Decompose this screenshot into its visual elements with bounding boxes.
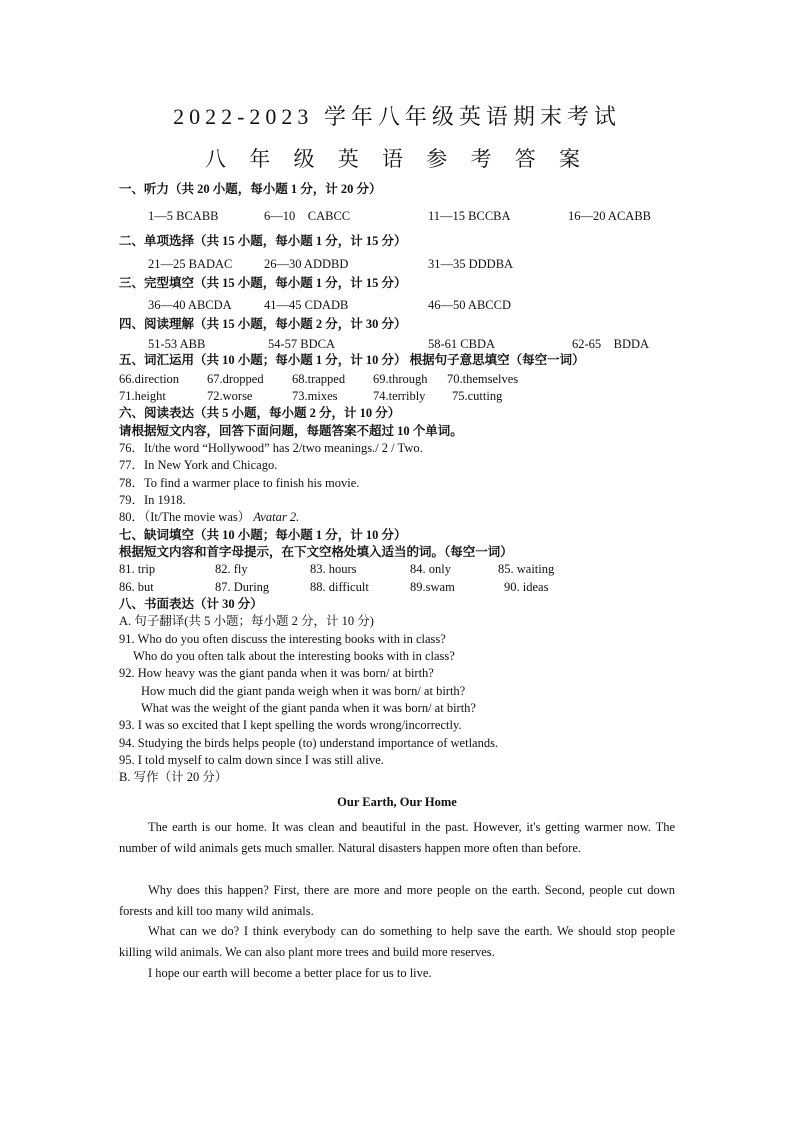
answer-74: 74.terribly [373,389,426,403]
answer-80-title: Avatar 2. [253,510,300,524]
translation-91b: Who do you often talk about the interesting books with in class? [133,649,455,663]
essay-paragraph-3: What can we do? I think everybody can do something to help save the earth. We should stop people killing wild animals. We can also plant more trees and build more reserves. [119,924,675,959]
answer-67: 67.dropped [207,372,264,386]
translation-92a: 92. How heavy was the giant panda when it was born/ at birth? [119,666,434,680]
section-3-heading: 三、完型填空（共 15 小题，每小题 1 分，计 15 分） [119,276,407,290]
answer-62-65: 62-65 BDDA [572,337,650,351]
answer-79: 79．In 1918. [119,493,186,507]
answer-54-57: 54-57 BDCA [268,337,336,351]
answer-46-50: 46—50 ABCCD [428,298,512,312]
section-6-heading: 六、阅读表达（共 5 小题，每小题 2 分，计 10 分） [119,406,401,420]
answer-78: 78．To find a warmer place to finish his movie. [119,476,360,490]
section-1-heading: 一、听力（共 20 小题，每小题 1 分，计 20 分） [119,182,382,196]
section-7-instruction: 根据短文内容和首字母提示，在下文空格处填入适当的词。（每空一词） [119,545,513,559]
answer-81: 81. trip [119,562,156,576]
answer-16-20: 16—20 ACABB [568,209,652,223]
translation-95: 95. I told myself to calm down since I was still alive. [119,753,384,767]
essay-title: Our Earth, Our Home [337,795,457,809]
translation-92c: What was the weight of the giant panda when it was born/ at birth? [141,701,476,715]
part-b-heading: B. 写作（计 20 分） [119,770,228,784]
answer-87: 87. During [215,580,270,594]
answer-70: 70.themselves [447,372,519,386]
translation-94: 94. Studying the birds helps people (to) understand importance of wetlands. [119,736,499,750]
answer-21-25: 21—25 BADAC [148,257,233,271]
answer-80-prefix: 80．（It/The movie was） [119,510,251,524]
section-8-heading: 八、书面表达（计 30 分） [119,597,263,611]
translation-93: 93. I was so excited that I kept spelling the words wrong/incorrectly. [119,718,462,732]
answer-36-40: 36—40 ABCDA [148,298,232,312]
essay-paragraph-2: Why does this happen? First, there are more and more people on the earth. Second, people cut down forests and kill too many wild animals. [119,883,675,918]
answer-73: 73.mixes [292,389,338,403]
answer-1-5: 1—5 BCABB [148,209,219,223]
answer-83: 83. hours [310,562,357,576]
translation-92b: How much did the giant panda weigh when it was born/ at birth? [141,684,466,698]
section-7-heading: 七、缺词填空（共 10 小题；每小题 1 分，计 10 分） [119,528,407,542]
essay-paragraph-4: I hope our earth will become a better place for us to live. [148,966,432,980]
answer-82: 82. fly [215,562,248,576]
document-title: 2022-2023 学年八年级英语期末考试 [173,104,621,129]
answer-75: 75.cutting [452,389,503,403]
answer-90: 90. ideas [504,580,549,594]
answer-68: 68.trapped [292,372,346,386]
answer-41-45: 41—45 CDADB [264,298,349,312]
answer-66: 66.direction [119,372,180,386]
translation-91a: 91. Who do you often discuss the interesting books with in class? [119,632,446,646]
answer-84: 84. only [410,562,451,576]
answer-86: 86. but [119,580,154,594]
answer-6-10: 6—10 CABCC [264,209,351,223]
answer-89: 89.swam [410,580,455,594]
answer-69: 69.through [373,372,428,386]
section-6-instruction: 请根据短文内容，回答下面问题，每题答案不超过 10 个单词。 [119,424,463,438]
section-2-heading: 二、单项选择（共 15 小题，每小题 1 分，计 15 分） [119,234,407,248]
answer-85: 85. waiting [498,562,555,576]
answer-51-53: 51-53 ABB [148,337,206,351]
document-subtitle: 八 年 级 英 语 参 考 答 案 [205,147,589,171]
answer-26-30: 26—30 ADDBD [264,257,349,271]
answer-58-61: 58-61 CBDA [428,337,496,351]
answer-76: 76．It/the word “Hollywood” has 2/two meanings./ 2 / Two. [119,441,423,455]
section-5-heading: 五、词汇运用（共 10 小题；每小题 1 分，计 10 分） 根据句子意思填空（每空一词） [119,353,585,367]
answer-77: 77．In New York and Chicago. [119,458,278,472]
answer-72: 72.worse [207,389,253,403]
section-4-heading: 四、阅读理解（共 15 小题，每小题 2 分，计 30 分） [119,317,407,331]
essay-paragraph-1: The earth is our home. It was clean and beautiful in the past. However, it's getting warmer now. The number of wild animals gets much smaller. Natural disasters happen more often than before. [119,820,675,855]
answer-11-15: 11—15 BCCBA [428,209,511,223]
answer-31-35: 31—35 DDDBA [428,257,514,271]
answer-71: 71.height [119,389,166,403]
part-a-heading: A. 句子翻译(共 5 小题；每小题 2 分，计 10 分) [119,614,374,628]
answer-80 [119,511,299,524]
answer-88: 88. difficult [310,580,369,594]
